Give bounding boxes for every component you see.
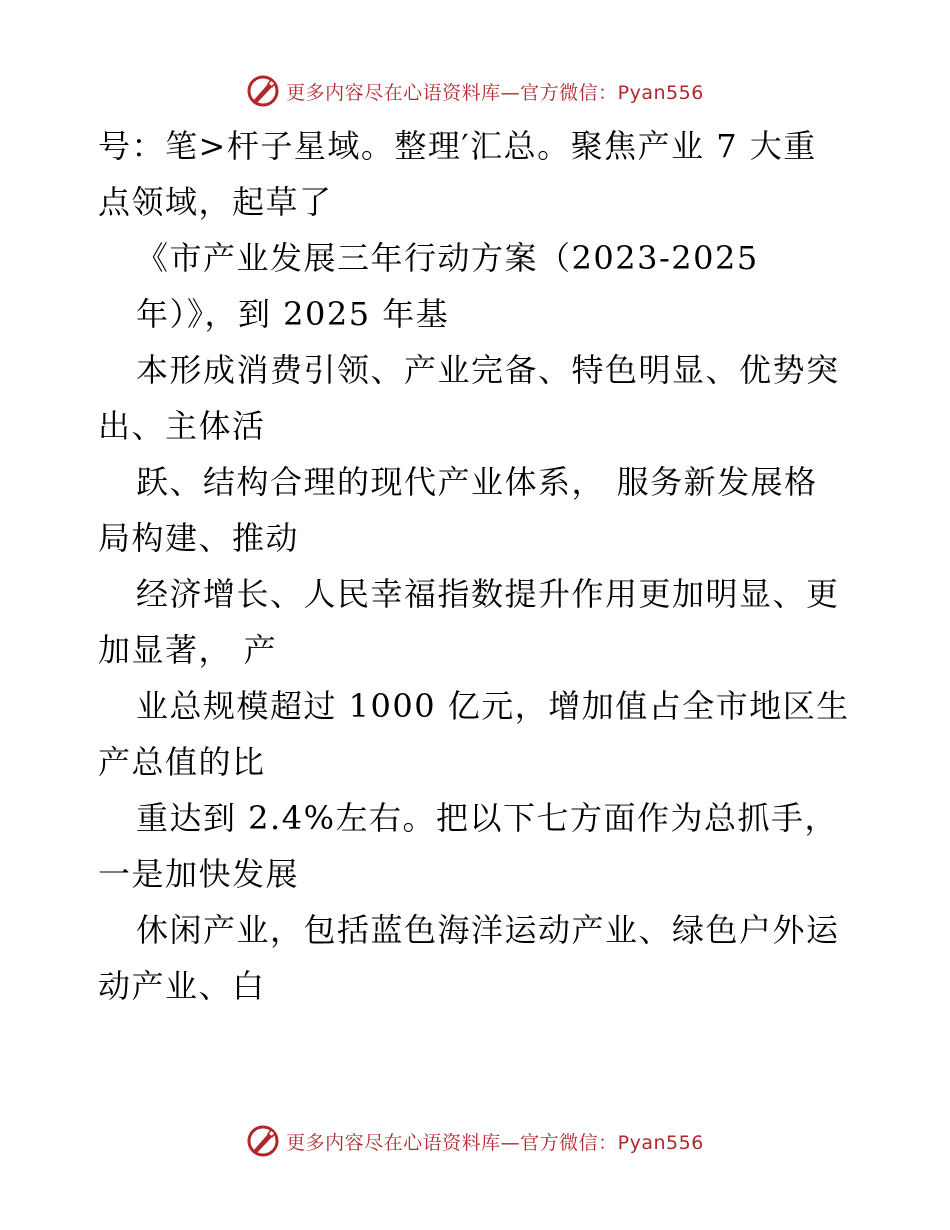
text-line: 点领域，起草了 [98, 183, 333, 221]
text-line: 产总值的比 [98, 743, 266, 781]
text-line: 《市产业发展三年行动方案（2023-2025 [136, 239, 759, 277]
text-line: 加显著， 产 [98, 631, 278, 669]
pen-logo-icon [246, 74, 280, 108]
header-watermark [0, 71, 950, 111]
document-body [98, 118, 858, 1014]
text-line: 经济增长、人民幸福指数提升作用更加明显、更 [136, 575, 840, 613]
text-line: 跃、结构合理的现代产业体系， 服务新发展格 [136, 463, 818, 501]
text-line: 一是加快发展 [98, 855, 300, 893]
text-line: 出、主体活 [98, 407, 266, 445]
text-line: 业总规模超过 1000 亿元，增加值占全市地区生 [136, 687, 850, 725]
text-line: 动产业、白 [98, 967, 266, 1005]
footer-watermark [0, 1121, 950, 1161]
text-line: 局构建、推动 [98, 519, 300, 557]
text-line: 重达到 2.4%左右。把以下七方面作为总抓手， [136, 799, 838, 837]
text-line: 休闲产业，包括蓝色海洋运动产业、绿色户外运 [136, 911, 840, 949]
watermark-text: 更多内容尽在心语资料库—官方微信：Pyan556 [286, 81, 704, 104]
watermark-text: 更多内容尽在心语资料库—官方微信：Pyan556 [286, 1131, 704, 1154]
text-line: 年）》，到 2025 年基 [136, 295, 450, 333]
text-line: 本形成消费引领、产业完备、特色明显、优势突 [136, 351, 840, 389]
pen-logo-icon [246, 1124, 280, 1158]
text-line: 号：笔>杆子星域。整理′汇总。聚焦产业 7 大重 [98, 127, 817, 165]
